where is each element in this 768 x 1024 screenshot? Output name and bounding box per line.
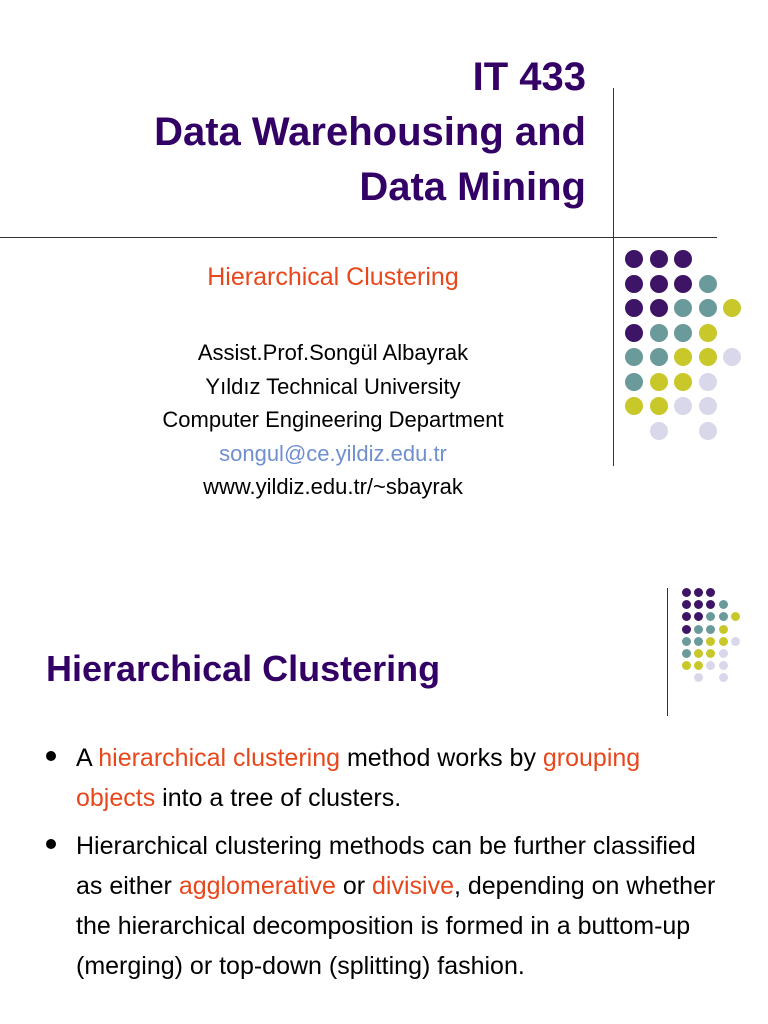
author-info [0,336,666,504]
dot [731,612,740,621]
dot [699,275,717,293]
dot [706,637,715,646]
dot [719,673,728,682]
dot [694,661,703,670]
author-name: Assist.Prof.Songül Albayrak [197,340,469,365]
highlighted-term: divisive [372,872,454,900]
dot [682,600,691,609]
dot [719,649,728,658]
vertical-divider [667,588,668,716]
dot [625,299,643,317]
dot [674,275,692,293]
text: method works by [340,744,543,772]
course-code: IT 433 [472,55,586,99]
dot [699,422,717,440]
dot [706,625,715,634]
dot [682,625,691,634]
dot [674,324,692,342]
dot [719,600,728,609]
dot [706,649,715,658]
dot [694,637,703,646]
dot [719,612,728,621]
highlighted-term: agglomerative [178,872,336,900]
bullet-item [46,738,726,818]
dot [694,612,703,621]
highlighted-term: hierarchical clustering [98,744,341,772]
dot [706,600,715,609]
dot [723,348,741,366]
bullet-icon [46,751,56,761]
dot [682,661,691,670]
bullet-icon [46,839,56,849]
dot [699,397,717,415]
horizontal-divider [0,237,717,238]
dot [699,324,717,342]
dot [731,637,740,646]
email-link[interactable]: songul@ce.yildiz.edu.tr [219,440,447,466]
dot [719,661,728,670]
dot [699,348,717,366]
dot [674,299,692,317]
course-title-line2: Data Mining [359,165,586,209]
text: , depending on whether the hierarchical decomposition is formed in a buttom-up (merging) or top-down (splitting) fashion. [76,872,716,980]
dot [682,612,691,621]
university-name: Yıldız Technical University [205,373,461,399]
dot [694,673,703,682]
content-slide [0,560,768,1024]
dot [719,637,728,646]
dot [706,612,715,621]
dot [699,299,717,317]
dot [719,625,728,634]
dot [682,637,691,646]
dot [674,373,692,391]
dot [694,588,703,597]
highlighted-term: grouping objects [76,744,641,812]
dot [723,299,741,317]
dot [674,348,692,366]
dot [706,661,715,670]
text: into a tree of clusters. [155,784,402,812]
text: or [335,872,372,900]
bullet-item [46,826,726,986]
text: A [76,744,99,772]
dot [699,373,717,391]
bullet-list [46,738,726,994]
dot [674,397,692,415]
slide-heading: Hierarchical Clustering [46,648,441,689]
text: Hierarchical clustering methods can be further classified as either [76,832,696,900]
dot [694,649,703,658]
dot [694,600,703,609]
dot [706,588,715,597]
slide-title [154,50,586,215]
slide-subtitle: Hierarchical Clustering [207,263,459,291]
website-url: www.yildiz.edu.tr/~sbayrak [203,474,463,499]
dot [682,588,691,597]
dot [650,299,668,317]
department-name: Computer Engineering Department [162,407,504,432]
dot [682,649,691,658]
dot [674,250,692,268]
dot [694,625,703,634]
course-title-line1: Data Warehousing and [154,110,586,154]
